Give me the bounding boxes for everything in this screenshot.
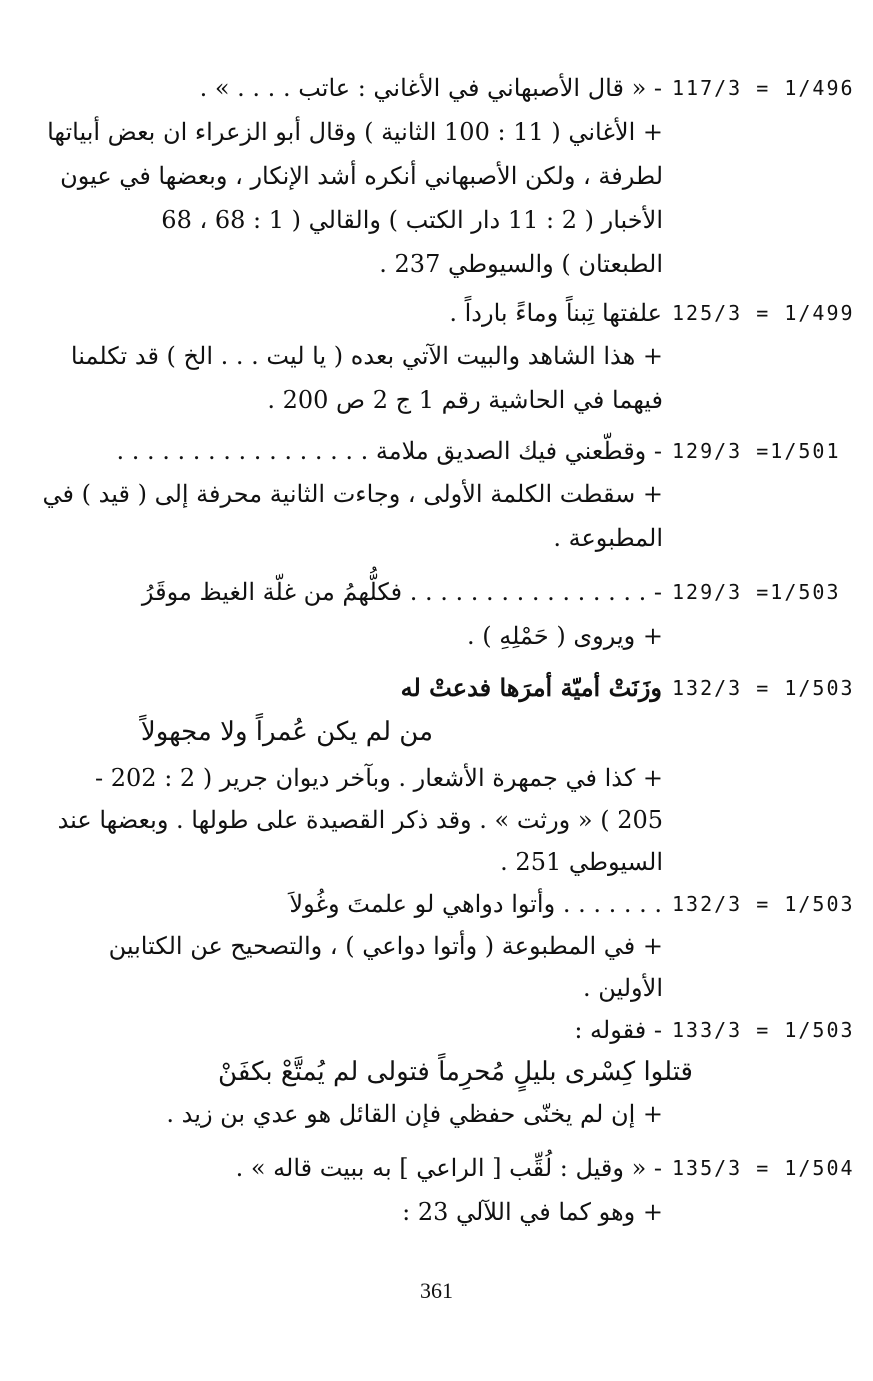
entry-ref: 117/3 = 1/496 [672, 76, 855, 100]
note-line: الأولين . [582, 974, 663, 1002]
note-line: لطرفة ، ولكن الأصبهاني أنكره أشد الإنكار ، وبعضها في عيون [60, 162, 663, 190]
verse-line: قتلوا كِسْرى بليلٍ مُحرِماً فتولى لم يُمتَّعْ بكفَنْ [218, 1057, 693, 1087]
note-line: + في المطبوعة ( وأتوا دواعي ) ، والتصحيح عن الكتابين [108, 932, 663, 960]
entry-heading: علفتها تِبناً وماءً بارداً . [449, 299, 662, 327]
note-line: + الأغاني ( 11 : 100 الثانية ) وقال أبو الزعراء ان بعض أبياتها [47, 118, 663, 146]
entry-heading: - . . . . . . . . . . . . . . . . فكلُّهمُ من غلّة الغيظ موقَرُ [141, 578, 662, 606]
entry-heading: - وقطّعني فيك الصديق ملامة . . . . . . . . . . . . . . . . . [116, 437, 662, 465]
note-line: السيوطي 251 . [500, 848, 663, 876]
entry-heading: - « قال الأصبهاني في الأغاني : عاتب . . . . » . [199, 74, 662, 102]
note-line: + سقطت الكلمة الأولى ، وجاءت الثانية محرفة إلى ( قيد ) في [42, 480, 663, 508]
note-line: + ويروى ( حَمْلِهِ ) . [466, 622, 663, 650]
entry-ref: 133/3 = 1/503 [672, 1018, 855, 1042]
note-line: المطبوعة . [553, 524, 663, 552]
entry-ref: 132/3 = 1/503 [672, 676, 855, 700]
entry-ref: 132/3 = 1/503 [672, 892, 855, 916]
note-line: 205 ) « ورثت » . وقد ذكر القصيدة على طولها . وبعضها عند [57, 806, 663, 834]
note-line: الأخبار ( 2 : 11 دار الكتب ) والقالي ( 1 : 68 ، 68 [161, 206, 663, 234]
verse-line: من لم يكن عُمراً ولا مجهولاً [140, 717, 433, 747]
entry-heading: - فقوله : [574, 1016, 662, 1044]
note-line: + هذا الشاهد والبيت الآتي بعده ( يا ليت . . . الخ ) قد تكلمنا [70, 342, 663, 370]
entry-ref: 125/3 = 1/499 [672, 301, 855, 325]
entry-ref: 129/3 =1/501 [672, 439, 841, 463]
page-number: 361 [420, 1278, 453, 1303]
entry-heading: وزَنَتْ أميّة أمرَها فدعتْ له [400, 673, 662, 702]
entry-heading: - « وقيل : لُقِّب [ الراعي ] به ببيت قاله » . [235, 1154, 662, 1182]
note-line: + وهو كما في اللآلي 23 : [402, 1198, 663, 1226]
entry-ref: 129/3 =1/503 [672, 580, 841, 604]
entry-ref: 135/3 = 1/504 [672, 1156, 855, 1180]
note-line: الطبعتان ) والسيوطي 237 . [379, 250, 663, 278]
note-line: فيهما في الحاشية رقم 1 ج 2 ص 200 . [267, 386, 663, 414]
note-line: + إن لم يخنّى حفظي فإن القائل هو عدي بن زيد . [166, 1100, 663, 1128]
note-line: + كذا في جمهرة الأشعار . وبآخر ديوان جرير ( 2 : 202 - [95, 764, 663, 792]
entry-heading: . . . . . . . وأتوا دواهي لو علمتَ وغُولاَ [289, 890, 662, 918]
